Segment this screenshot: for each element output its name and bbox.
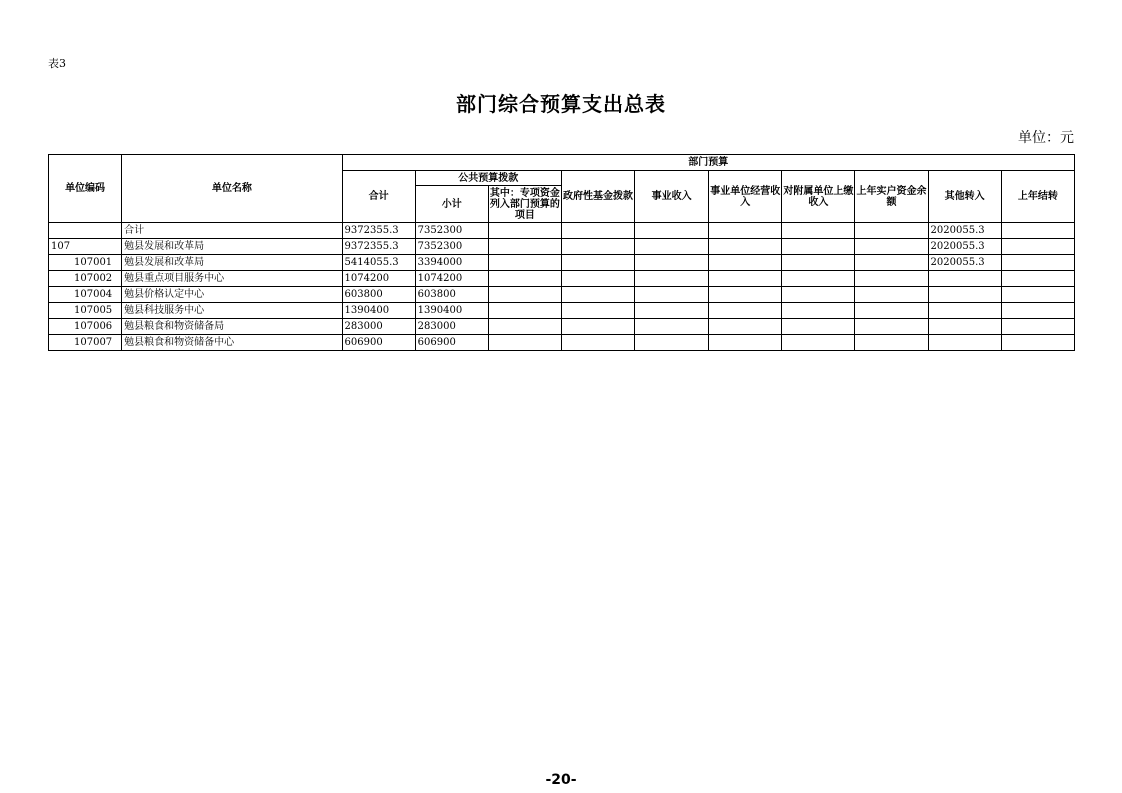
cell-other: 2020055.3 <box>928 255 1001 271</box>
header-business-income: 事业收入 <box>635 171 709 223</box>
cell-other <box>928 335 1001 351</box>
cell-business <box>635 287 709 303</box>
header-subsidiary-income: 对附属单位上缴收入 <box>782 171 855 223</box>
cell-prior-balance <box>855 255 928 271</box>
cell-other <box>928 271 1001 287</box>
cell-code <box>49 223 122 239</box>
table-row <box>49 287 1075 303</box>
cell-total: 9372355.3 <box>342 239 415 255</box>
cell-business <box>635 335 709 351</box>
cell-subsidiary <box>782 271 855 287</box>
cell-total: 5414055.3 <box>342 255 415 271</box>
table-row <box>49 239 1075 255</box>
cell-business <box>635 255 709 271</box>
cell-code: 107001 <box>49 255 122 271</box>
cell-prior-balance <box>855 319 928 335</box>
cell-business <box>635 319 709 335</box>
header-other-transfer: 其他转入 <box>928 171 1001 223</box>
cell-special <box>488 287 561 303</box>
header-public-budget: 公共预算拨款 <box>415 171 561 186</box>
cell-name: 勉县粮食和物资储备局 <box>122 319 342 335</box>
cell-special <box>488 319 561 335</box>
cell-name: 勉县重点项目服务中心 <box>122 271 342 287</box>
cell-special <box>488 239 561 255</box>
cell-name: 勉县价格认定中心 <box>122 287 342 303</box>
cell-prior-balance <box>855 287 928 303</box>
header-prior-carryover: 上年结转 <box>1001 171 1074 223</box>
table-body <box>49 223 1075 351</box>
table-row <box>49 271 1075 287</box>
header-operating-income: 事业单位经营收入 <box>709 171 782 223</box>
cell-subsidiary <box>782 255 855 271</box>
cell-subsidiary <box>782 239 855 255</box>
header-unit-code: 单位编码 <box>49 155 122 223</box>
cell-subtotal: 1390400 <box>415 303 488 319</box>
header-prior-balance: 上年实户资金余额 <box>855 171 928 223</box>
table-row <box>49 335 1075 351</box>
cell-code: 107007 <box>49 335 122 351</box>
cell-name: 勉县科技服务中心 <box>122 303 342 319</box>
cell-subsidiary <box>782 223 855 239</box>
cell-prior-balance <box>855 271 928 287</box>
cell-operating <box>709 287 782 303</box>
header-unit-name: 单位名称 <box>122 155 342 223</box>
cell-gov-fund <box>561 319 634 335</box>
cell-operating <box>709 271 782 287</box>
cell-business <box>635 271 709 287</box>
cell-prior-balance <box>855 223 928 239</box>
cell-business <box>635 223 709 239</box>
cell-subsidiary <box>782 335 855 351</box>
page-number: -20- <box>545 772 577 788</box>
cell-special <box>488 303 561 319</box>
cell-operating <box>709 223 782 239</box>
page-title: 部门综合预算支出总表 <box>456 92 666 116</box>
cell-subtotal: 603800 <box>415 287 488 303</box>
cell-subsidiary <box>782 303 855 319</box>
cell-subsidiary <box>782 287 855 303</box>
cell-name: 勉县发展和改革局 <box>122 239 342 255</box>
cell-prior-balance <box>855 335 928 351</box>
cell-code: 107004 <box>49 287 122 303</box>
cell-total: 1390400 <box>342 303 415 319</box>
cell-subtotal: 7352300 <box>415 223 488 239</box>
cell-code: 107005 <box>49 303 122 319</box>
cell-code: 107002 <box>49 271 122 287</box>
cell-other <box>928 303 1001 319</box>
cell-total: 1074200 <box>342 271 415 287</box>
cell-subtotal: 3394000 <box>415 255 488 271</box>
table-row <box>49 223 1075 239</box>
cell-name: 合计 <box>122 223 342 239</box>
cell-subsidiary <box>782 319 855 335</box>
table-row <box>49 319 1075 335</box>
cell-subtotal: 606900 <box>415 335 488 351</box>
cell-other <box>928 319 1001 335</box>
cell-subtotal: 1074200 <box>415 271 488 287</box>
cell-operating <box>709 239 782 255</box>
table-label: 表3 <box>48 57 66 70</box>
table-header <box>49 155 1075 223</box>
cell-total: 283000 <box>342 319 415 335</box>
cell-prior-balance <box>855 303 928 319</box>
cell-code: 107 <box>49 239 122 255</box>
header-gov-fund: 政府性基金拨款 <box>561 171 634 223</box>
cell-gov-fund <box>561 223 634 239</box>
cell-carryover <box>1001 335 1074 351</box>
cell-gov-fund <box>561 239 634 255</box>
cell-gov-fund <box>561 335 634 351</box>
cell-special <box>488 271 561 287</box>
cell-code: 107006 <box>49 319 122 335</box>
cell-special <box>488 223 561 239</box>
cell-carryover <box>1001 303 1074 319</box>
cell-subtotal: 283000 <box>415 319 488 335</box>
cell-operating <box>709 319 782 335</box>
cell-carryover <box>1001 319 1074 335</box>
unit-label: 单位：元 <box>1018 130 1074 146</box>
cell-operating <box>709 335 782 351</box>
cell-carryover <box>1001 287 1074 303</box>
cell-other <box>928 287 1001 303</box>
cell-total: 603800 <box>342 287 415 303</box>
cell-carryover <box>1001 255 1074 271</box>
budget-table <box>48 154 1075 351</box>
cell-name: 勉县粮食和物资储备中心 <box>122 335 342 351</box>
cell-operating <box>709 303 782 319</box>
cell-gov-fund <box>561 303 634 319</box>
header-subtotal: 小计 <box>415 186 488 223</box>
cell-total: 9372355.3 <box>342 223 415 239</box>
table-row <box>49 255 1075 271</box>
table-row <box>49 303 1075 319</box>
header-special-fund: 其中：专项资金列入部门预算的项目 <box>489 187 560 221</box>
cell-operating <box>709 255 782 271</box>
cell-carryover <box>1001 239 1074 255</box>
cell-business <box>635 303 709 319</box>
cell-carryover <box>1001 271 1074 287</box>
cell-subtotal: 7352300 <box>415 239 488 255</box>
cell-total: 606900 <box>342 335 415 351</box>
cell-special <box>488 255 561 271</box>
cell-other: 2020055.3 <box>928 239 1001 255</box>
cell-gov-fund <box>561 271 634 287</box>
cell-other: 2020055.3 <box>928 223 1001 239</box>
header-total: 合计 <box>342 171 415 223</box>
cell-prior-balance <box>855 239 928 255</box>
header-dept-budget: 部门预算 <box>342 155 1074 171</box>
cell-name: 勉县发展和改革局 <box>122 255 342 271</box>
cell-gov-fund <box>561 255 634 271</box>
cell-business <box>635 239 709 255</box>
cell-special <box>488 335 561 351</box>
cell-gov-fund <box>561 287 634 303</box>
cell-carryover <box>1001 223 1074 239</box>
